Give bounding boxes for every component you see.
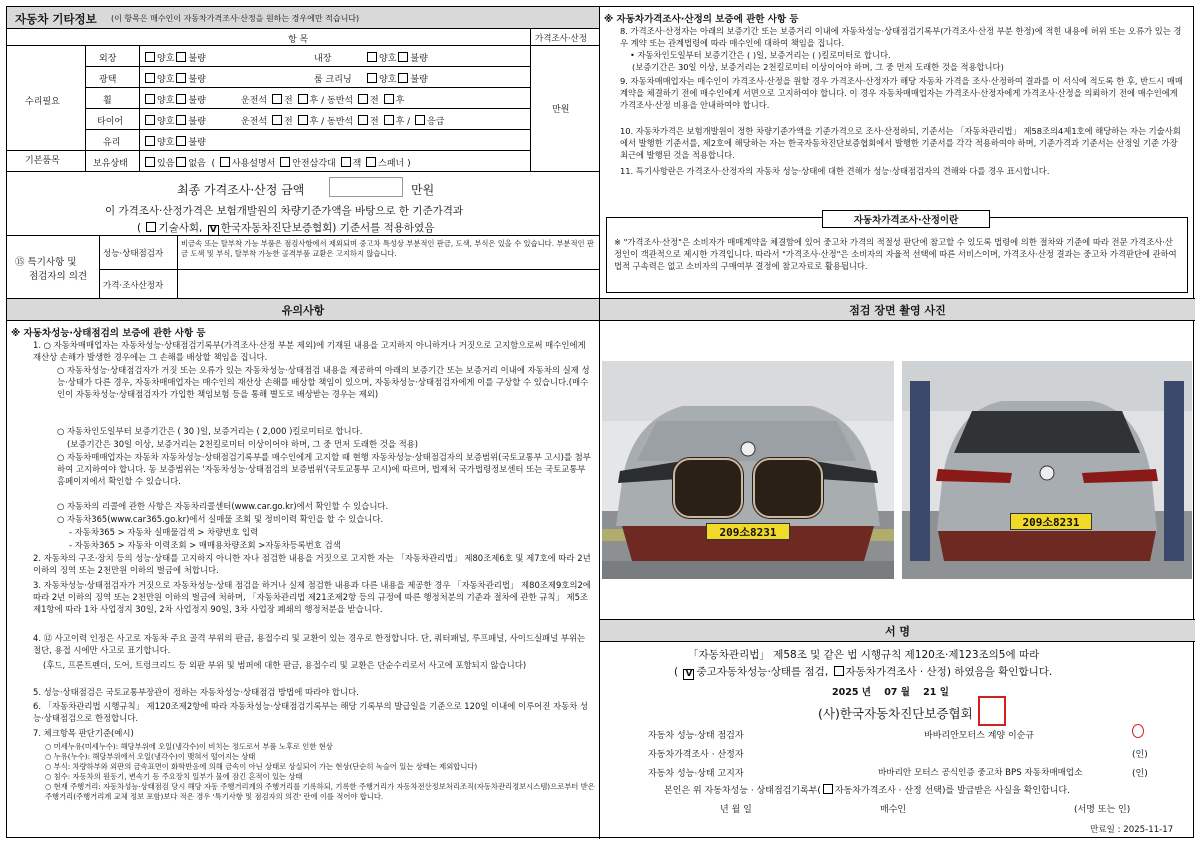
perf-inspector-opinion: 비금속 또는 탈부착 가능 부품은 점검사항에서 제외되며 중고차 특성상 부분적인 판금, 도색, 부식은 있을 수 있습니다. 부분적인 판금 도색 및 부식, 탈부착 가능한 골격부품 교환은 고지하지 않습니다. <box>181 239 594 258</box>
signature-section: 서 명 「자동차관리법」 제58조 및 같은 법 시행규칙 제120조·제123조의5에 따라 ( V 중고자동차성능·상태를 점검, 자동차가격조사 · 산정) 하였음을 확인합니다. 2025 년 07 월 21 일 (사)한국자동차진단보증협회 자동차 성능·상태 점검자 바바리안모터스 계양 이순규 자동차가격조사 · 산정자 (인) 자동차 성능·상태 고지자 바바리안 모터스 공식인증 중고차 BPS 자동차매매업소 (인) 본인은 위 자동차성능 · 상태점검기록부( 자동차가격조사 · 산정 선택)를 발급받은 사실을 확인합니다. 년 월 일 매수인 (서명 또는 인) 만료일 : 2025-11-17 <box>600 620 1195 839</box>
confirm-price-checkbox[interactable] <box>823 784 833 794</box>
note-1i: - 자동차365 > 자동차 이력조회 > 매매용차량조회 >자동차등록번호 검색 <box>69 540 341 550</box>
front-car-photo <box>602 361 894 579</box>
jack-checkbox[interactable] <box>341 157 351 167</box>
vehicle-other-title: 자동차 기타정보 <box>15 12 97 26</box>
note-1g: ○ 자동차365(www.car365.go.kr)에서 실매물 조회 및 정비이력 확인을 할 수 있습니다. <box>57 514 384 524</box>
technet-checkbox[interactable] <box>146 222 156 232</box>
price-definition-title: 자동차가격조사·산정이란 <box>822 210 990 228</box>
tire-passenger-rear-checkbox[interactable] <box>384 115 394 125</box>
front-license-plate: 209소8231 <box>706 523 790 540</box>
note-4b: (후드, 프론트펜더, 도어, 트렁크리드 등 외판 부위 및 범퍼에 대한 판금, 용접수리 및 교환은 단순수리로서 사고에 포함되지 않습니다) <box>43 660 527 670</box>
tire-driver-label: 운전석 <box>241 117 268 127</box>
glass-label: 유리 <box>103 138 121 148</box>
price-warranty-section <box>600 7 1195 298</box>
basic-items-label: 기본품목 <box>25 156 60 166</box>
special-label-1: ⑮ 특기사항 및 <box>15 257 77 268</box>
criteria-1: ○ 미세누유(미세누수): 해당부위에 오일(냉각수)이 비치는 정도로서 부품 노후로 인한 현상 <box>45 742 333 751</box>
tire-driver-front-checkbox[interactable] <box>272 115 282 125</box>
manual-checkbox[interactable] <box>220 157 230 167</box>
tire-good-checkbox[interactable] <box>145 115 155 125</box>
glass-bad-checkbox[interactable] <box>176 136 186 146</box>
rear-license-plate: 209소8231 <box>1010 513 1092 530</box>
sign-row-3-value: 바바리안 모터스 공식인증 중고차 BPS 자동차매매업소 <box>878 768 1083 778</box>
inspection-record-page <box>6 6 1194 838</box>
sign-row-3-label: 자동차 성능·상태 고지자 <box>648 769 744 779</box>
wheel-bad-checkbox[interactable] <box>176 94 186 104</box>
perf-inspector-label: 성능·상태점검자 <box>103 249 164 259</box>
tire-driver-rear-checkbox[interactable] <box>298 115 308 125</box>
signature-line1: 「자동차관리법」 제58조 및 같은 법 시행규칙 제120조·제123조의5에 따라 <box>688 649 1040 661</box>
exterior-good-checkbox[interactable] <box>145 52 155 62</box>
room-cleaning-label: 룸 크리닝 <box>314 75 352 85</box>
gloss-good-checkbox[interactable] <box>145 73 155 83</box>
note-1e: ○ 자동차매매업자는 자동차 자동차성능·상태점검기록부를 매수인에게 고지할 때 현행 자동차성능·상태점검자의 보증범위(국토교통부 고시)를 첨부하여 고지하여야 합니다. 동 보증범위는 '자동차성능·상태점검의 보증범위'(국토교통부 고시)에 따르며, 법제처 국가법령정보센터 또는 국토교통부 홈페이지에서 확인할 수 있습니다. <box>57 452 591 487</box>
wheel-passenger-front-checkbox[interactable] <box>358 94 368 104</box>
has-checkbox[interactable] <box>145 157 155 167</box>
price-item-9: 9. 자동차매매업자는 매수인이 가격조사·산정을 원할 경우 가격조사·산정자가 해당 자동차 가격을 조사·산정하여 결과를 이 서식에 적도록 한 후, 반드시 매매계약을 체결하기 전에 매수인에게 서면으로 고지하여야 합니다. 이 경우 자동차매매업자는 가격조사·산정자에게 가격조사·산정을 의뢰하기 전에 매수인에게 가격조사·산정 비용을 안내하여야 합니다. <box>620 76 1183 110</box>
expiry-date: 만료일 : 2025-11-17 <box>1090 825 1174 835</box>
gloss-label: 광택 <box>99 75 117 85</box>
repair-needed-label: 수리필요 <box>25 97 60 107</box>
signature-org: (사)한국자동차진단보증협회 <box>818 706 973 721</box>
note-7: 7. 체크항목 판단기준(예시) <box>33 728 134 738</box>
confirm-text-a: 본인은 위 자동차성능 · 상태점검기록부( <box>664 786 821 796</box>
sign-row-1-value: 바바리안모터스 계양 이순규 <box>924 731 1035 741</box>
interior-good-checkbox[interactable] <box>367 52 377 62</box>
sign-row-3-suffix: (인) <box>1132 769 1148 779</box>
tire-emergency-checkbox[interactable] <box>415 115 425 125</box>
tire-passenger-front-checkbox[interactable] <box>358 115 368 125</box>
tire-bad-checkbox[interactable] <box>176 115 186 125</box>
note-1c: ○ 자동차인도일부터 보증기간은 ( 30 )일, 보증거리는 ( 2,000 )킬로미터로 합니다. <box>57 426 363 436</box>
room-good-checkbox[interactable] <box>367 73 377 83</box>
final-amount-unit: 만원 <box>411 183 435 197</box>
exterior-label: 외장 <box>99 54 117 64</box>
triangle-checkbox[interactable] <box>280 157 290 167</box>
wheel-driver-front-checkbox[interactable] <box>272 94 282 104</box>
rear-car-photo <box>902 361 1192 579</box>
criteria-3: ○ 부식: 차량하부와 외판의 금속표면이 화학반응에 의해 금속이 아닌 상태로 상실되어 가는 현상(단순히 녹슬어 있는 상태는 제외합니다) <box>45 762 478 771</box>
signature-title: 서 명 <box>600 620 1195 642</box>
price-item-10: 10. 자동차가격은 보험개발원이 정한 차량기준가액을 기준가격으로 조사·산정하되, 기준서는 「자동차관리법」 제58조의4제1호에 해당하는 자는 기술사회에서 발행한 기준서를, 제2호에 해당하는 자는 한국자동차진단보증협회에서 발행한 기준서를 각각 적용하여야 하며, 기준가격과 기준서는 산정일 기준 가장 최근에 발행된 것을 적용합니다. <box>620 126 1181 160</box>
room-bad-checkbox[interactable] <box>398 73 408 83</box>
wheel-good-checkbox[interactable] <box>145 94 155 104</box>
price-warranty-title: ※ 자동차가격조사·산정의 보증에 관한 사항 등 <box>604 14 799 25</box>
wheel-driver-rear-checkbox[interactable] <box>298 94 308 104</box>
wheel-driver-label: 운전석 <box>241 96 268 106</box>
price-header: 가격조사·산정 <box>535 34 587 44</box>
kaa-checkbox[interactable]: V <box>208 225 219 236</box>
photos-section <box>600 299 1195 619</box>
item-header: 항 목 <box>288 35 309 45</box>
note-5: 5. 성능·상태점검은 국토교통부장관이 정하는 자동차성능·상태점검 방법에 따라야 합니다. <box>33 687 359 697</box>
sign-row-2-label: 자동차가격조사 · 산정자 <box>648 750 744 760</box>
sign-row-2-suffix: (인) <box>1132 750 1148 760</box>
price-item-8-sub1: • 자동차인도일부터 보증기간은 ( )일, 보증거리는 ( )킬로미터로 합니다. <box>630 50 891 60</box>
sign-row-1-label: 자동차 성능·상태 점검자 <box>648 731 744 741</box>
note-1h: - 자동차365 > 자동차 실매물검색 > 차량번호 입력 <box>69 527 259 537</box>
price-definition-text: ※ "가격조사·산정"은 소비자가 매매계약을 체결함에 있어 중고차 가격의 적절성 판단에 참고할 수 있도록 법령에 의한 절차와 기준에 따라 전문 가격조사·산정인이 객관적으로 제시한 가격입니다. 따라서 "가격조사·산정"은 소비자의 자율적 선택에 따른 서비스이며, 가격조사·산정 결과는 중고차 가격판단에 관하여 법적 구속력은 없고 소비자의 구매여부 결정에 참고자료로 활용됩니다. <box>614 237 1177 271</box>
spanner-checkbox[interactable] <box>366 157 376 167</box>
final-amount-input[interactable] <box>329 177 403 197</box>
interior-bad-checkbox[interactable] <box>398 52 408 62</box>
glass-good-checkbox[interactable] <box>145 136 155 146</box>
criteria-4: ○ 침수: 자동차의 원동기, 변속기 등 주요장치 일부가 물에 잠긴 흔적이 있는 상태 <box>45 772 303 781</box>
none-checkbox[interactable] <box>176 157 186 167</box>
used-car-check-checkbox[interactable]: V <box>683 669 694 680</box>
vehicle-other-note: (이 항목은 매수인이 자동차가격조사·산정을 원하는 경우에만 적습니다) <box>111 14 360 23</box>
price-inspector-label: 가격·조사산정자 <box>103 281 164 291</box>
basis-line1: 이 가격조사·산정가격은 보험개발원의 차량기준가액을 바탕으로 한 기준가격과 <box>105 205 464 217</box>
buyer-date-blank: 년 월 일 <box>720 805 752 815</box>
note-1f: ○ 자동차의 리콜에 관한 사항은 자동차리콜센터(www.car.go.kr)에서 확인할 수 있습니다. <box>57 501 389 511</box>
price-item-8: 8. 가격조사·산정자는 아래의 보증기간 또는 보증거리 이내에 자동차성능·상태점검기록부(가격조사·산정 부분 한정)에 적힌 내용에 허위 또는 오류가 있는 경우 계약 또는 관계법령에 따라 매수인에 대하여 책임을 집니다. <box>620 26 1182 48</box>
note-3: 3. 자동차성능·상태점검자가 거짓으로 자동차성능·상태 점검을 하거나 실제 점검한 내용과 다른 내용을 제공한 경우 「자동차관리법」 제80조제9호의2에 따라 2년 이하의 징역 또는 2천만원 이하의 벌금에 처하며, 「자동차관리법 제21조제2항 등의 규정에 따른 행정처분의 기준과 절차에 관한 규칙」 제5조제1항에 따라 1차 사업정지 30일, 2차 사업정지 90일, 3차 사업장 폐쇄의 행정처분을 받습니다. <box>33 580 591 615</box>
notes-subtitle: ※ 자동차성능·상태점검의 보증에 관한 사항 등 <box>11 328 206 339</box>
exterior-bad-checkbox[interactable] <box>176 52 186 62</box>
criteria-5: ○ 현재 주행거리: 자동차성능·상태점검 당시 해당 자동 주행거리계의 주행거리를 기록하되, 기록한 주행거리가 자동차전산정보처리조직(자동차관리정보시스템)으로부터 받은 주행거리(주행거리계 교체 정보 포함)보다 적은 경우 '특기사항 및 점검자의 의견' 란에 이를 적어야 합니다. <box>45 782 595 801</box>
vehicle-other-info: 자동차 기타정보 (이 항목은 매수인이 자동차가격조사·산정을 원하는 경우에만 적습니다) 항 목 가격조사·산정 만원 수리필요 기본품목 외장 양호 불량 내장 양호 불량 광택 양호 불량 룸 크리닝 양호 불량 휠 양호 불량 운전석 전 후 / 동반석 전 후 타이어 양호 불량 운전석 전 후 / 동반석 전 후 / 응급 유리 양호 불량 보유상태 있음 없음 ( 사용설명서 안전삼각대 잭 스패너 ) 최종 가격조사·산정 금액 만원 이 가격조사·산정가격은 보험개발원의 차량기준가액을 바탕으로 한 기준가격과 ( 기술사회, V 한국자동차진단보증협회) 기준서를 적용하였음 ⑮ 특기사항 및 점검자의 의견 성능·상태점검자 비금속 또는 탈부착 가능 부품은 점검사항에서 제외되며 중고차 특성상 부분적인 판금, 도색, 부식은 있을 수 있습니다. 부분적인 판금 도색 및 부식, 탈부착 가능한 골격부품 교환은 고지하지 않습니다. 가격·조사산정자 <box>7 7 599 298</box>
final-amount-label: 최종 가격조사·산정 금액 <box>177 183 305 197</box>
organization-stamp <box>978 696 1006 726</box>
interior-label: 내장 <box>314 54 332 64</box>
criteria-2: ○ 누유(누수): 해당부위에서 오일(냉각수)이 맺혀서 떨어지는 상태 <box>45 752 256 761</box>
note-1b: ○ 자동차성능·상태점검자가 거짓 또는 오류가 있는 자동차성능·상태점검 내용을 제공하여 아래의 보증기간 또는 보증거리 이내에 자동차의 실제 성능·상태가 다른 경우, 자동차매매업자는 매수인의 재산상 손해를 배상할 책임이 있으며, 자동차성능·상태점검자에게 이를 구상할 수 있습니다.(매수인이 자동차성능·상태점검자가 가입한 책임보험 등을 통해 별도로 배상받는 경우는 제외) <box>57 365 590 400</box>
buyer-sign-label: (서명 또는 인) <box>1074 805 1131 815</box>
notes-section <box>7 299 599 839</box>
note-4: 4. ⑫ 사고이력 인정은 사고로 자동차 주요 골격 부위의 판금, 용접수리 및 교환이 있는 경우로 한정합니다. 단, 쿼터패널, 루프패널, 사이드실패널 부위는 절단, 용접 시에만 사고로 표기합니다. <box>33 633 586 656</box>
inspector-seal-icon <box>1132 724 1144 738</box>
signature-date: 2025 년 07 월 21 일 <box>832 687 949 698</box>
wheel-passenger-rear-checkbox[interactable] <box>384 94 394 104</box>
confirm-text-b: 자동차가격조사 · 산정 선택)를 발급받은 사실을 확인합니다. <box>834 786 1070 796</box>
special-label-2: 점검자의 의견 <box>29 271 88 282</box>
gloss-bad-checkbox[interactable] <box>176 73 186 83</box>
note-1d: (보증기간은 30일 이상, 보증거리는 2천킬로미터 이상이어야 하며, 그 중 먼저 도래한 것을 적용) <box>67 439 419 449</box>
has-status-label: 보유상태 <box>93 159 128 169</box>
price-check-checkbox[interactable] <box>834 666 844 676</box>
notes-title: 유의사항 <box>7 299 599 321</box>
buyer-label: 매수인 <box>880 805 907 815</box>
note-2: 2. 자동차의 구조·장치 등의 성능·상태를 고지하지 아니한 자나 점검한 내용을 거짓으로 고지한 자는 「자동차관리법」 제80조제6호 및 제7호에 따라 2년 이하의 징역 또는 2천만원 이하의 벌금에 처합니다. <box>33 553 591 576</box>
price-item-8-sub2: (보증기간은 30일 이상, 보증거리는 2천킬로미터 이상이어야 하며, 그 중 먼저 도래한 것을 적용합니다) <box>632 62 1004 72</box>
price-item-11: 11. 특기사항란은 가격조사·산정자의 자동차 성능·상태에 대한 견해가 성능·상태점검자의 견해와 다를 경우 표시합니다. <box>620 166 1050 176</box>
photos-title: 점검 장면 촬영 사진 <box>600 299 1195 321</box>
price-unit: 만원 <box>552 105 570 115</box>
note-1: 1. ○ 자동차매매업자는 자동차성능·상태점검기록부(가격조사·산정 부분 제외)에 기재된 내용을 고지하지 아니하거나 거짓으로 고지함으로써 매수인에게 재산상 손해가 발생한 경우에는 그 손해를 배상할 책임을 집니다. <box>33 340 586 363</box>
wheel-label: 휠 <box>103 96 112 106</box>
note-6: 6. 「자동차관리법 시행규칙」 제120조제2항에 따라 자동차성능·상태점검기록부는 해당 기록부의 발급일을 기준으로 120일 이내에 이루어진 자동차 성능·상태점검으로 한정합니다. <box>33 701 589 724</box>
tire-label: 타이어 <box>97 117 124 127</box>
